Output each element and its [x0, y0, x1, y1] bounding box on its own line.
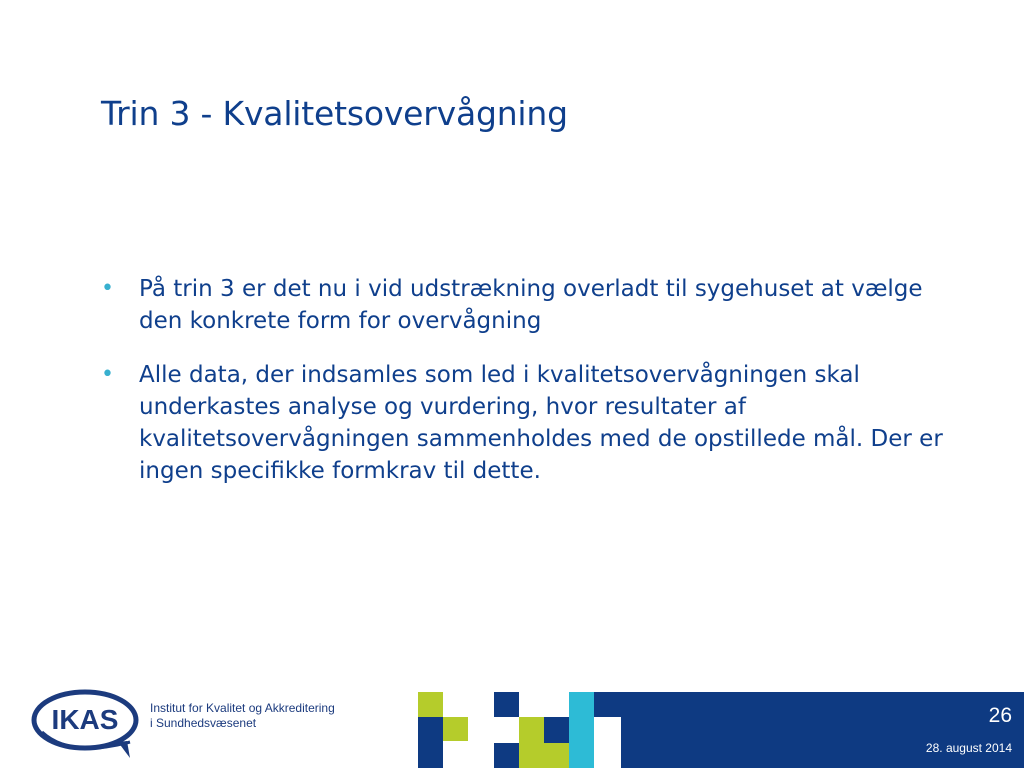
- mosaic-tile: [443, 717, 468, 741]
- bullet-text: På trin 3 er det nu i vid udstrækning overladt til sygehuset at vælge den konkrete form for overvågning: [139, 276, 923, 334]
- bullet-marker-icon: •: [101, 362, 114, 387]
- bullet-text: Alle data, der indsamles som led i kvalitetsovervågningen skal underkastes analyse og vurdering, hvor resultater af kvalitetsovervågningen sammenholdes med de opstillede mål. Der er ingen specifikke formkrav til dette.: [139, 362, 943, 484]
- bullet-list: [101, 273, 961, 509]
- bullet-item: [101, 359, 961, 487]
- mosaic-tile: [519, 717, 544, 768]
- mosaic-tile: [494, 692, 519, 717]
- slide-title: Trin 3 - Kvalitetsovervågning: [101, 94, 568, 133]
- mosaic-tile: [569, 692, 594, 717]
- mosaic-tile: [621, 717, 646, 768]
- mosaic-tile: [594, 692, 646, 717]
- page-number: 26: [988, 704, 1012, 727]
- mosaic-tile: [418, 692, 443, 717]
- mosaic-tile: [418, 717, 443, 768]
- ikas-logo-icon: [30, 684, 145, 760]
- institute-name: [150, 701, 335, 731]
- institute-line-1: Institut for Kvalitet og Akkreditering: [150, 701, 335, 715]
- footer-date: 28. august 2014: [925, 741, 1012, 755]
- bullet-item: [101, 273, 961, 337]
- mosaic-tile: [544, 743, 569, 768]
- mosaic-pattern: [418, 692, 646, 768]
- logo-text: IKAS: [51, 704, 119, 735]
- institute-line-2: i Sundhedsvæsenet: [150, 716, 257, 730]
- mosaic-tile: [569, 717, 594, 768]
- bullet-marker-icon: •: [101, 276, 114, 301]
- mosaic-tile: [544, 717, 569, 743]
- mosaic-tile: [494, 743, 519, 768]
- footer-bar: [646, 692, 1024, 768]
